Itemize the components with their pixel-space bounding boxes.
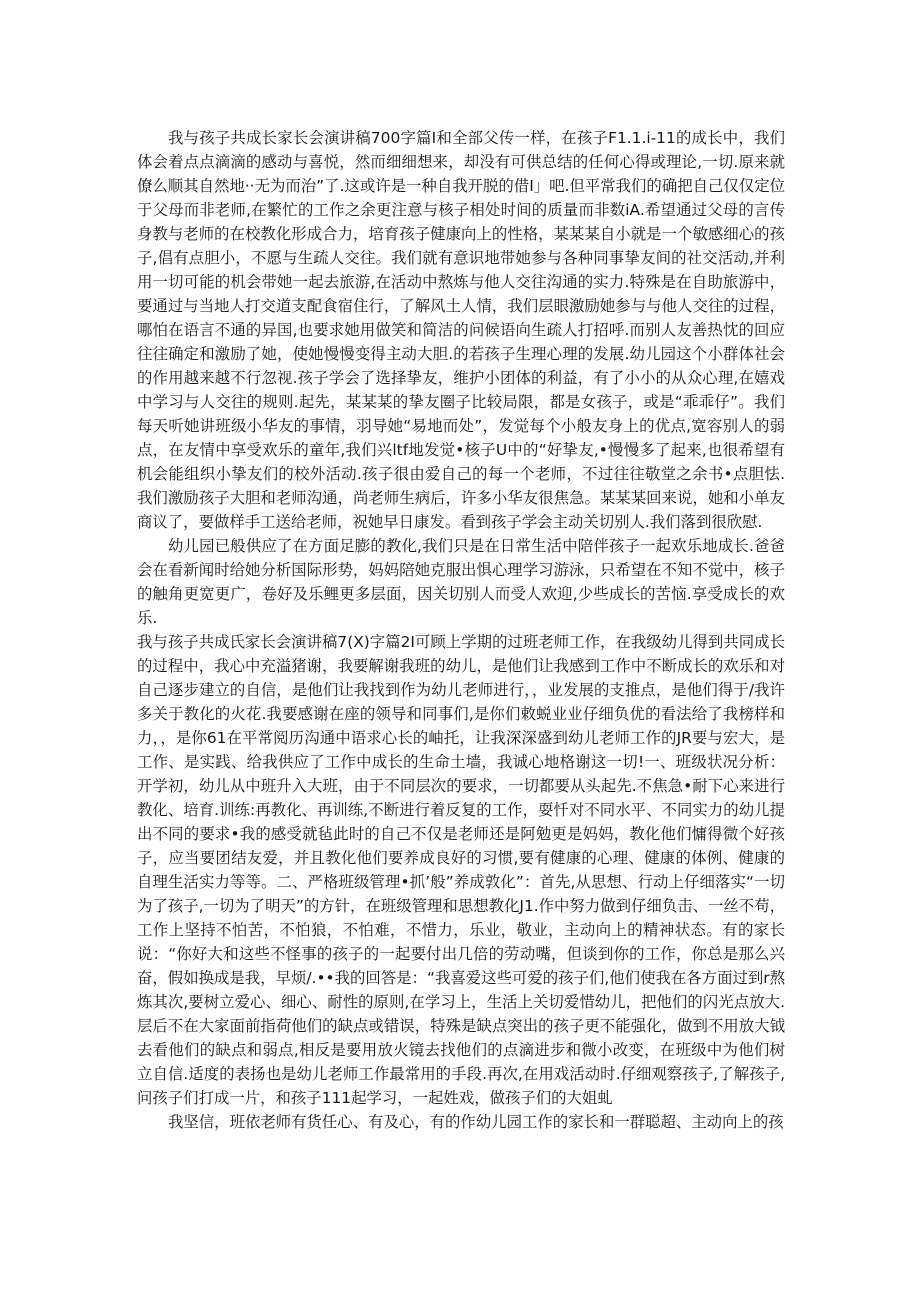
paragraph-4: 我坚信，班依老师有货任心、有及心，有的作幼儿园工作的家长和一群聪超、主动向上的孩 bbox=[168, 1113, 784, 1131]
paragraph-2: 幼儿园已般供应了在方面足膨的教化,我们只是在日常生活中陪伴孩子一起欢乐地成长.爸爸会在看新闻时给她分析国际形势，妈妈陪她克服出惧心理学习游泳，只希望在不知不觉中，核子的触角更宽更广，卷好及乐鲤更多层面，因关切别人而受人欢迎,少些成长的苦恼.享受成长的欢乐. bbox=[137, 537, 785, 627]
paragraph-3: 我与孩子共成氏家长会演讲稿7(X)字篇2I可顾上学期的过班老师工作，在我级幼儿得到共同成长的过程中，我心中充溢猪谢，我要解谢我班的幼儿，是他们让我感到工作中不断成长的欢乐和对自己逐步建立的自信，是他们让我找到作为幼儿老师进行，，业发展的支推点，是他们得于/我许多关于教化的火花.我要感谢在座的领导和同事们,是你们敕蜕业业仔细负优的看法给了我榜样和力，，是你61在平常阅历沟通中语求心长的岫托，让我深深盛到幼儿老师工作的JR要与宏大，是工作、是实践、给我供应了工作中成长的生命土墙，我诚心地格谢这一切!一、班级状况分析：开学初，幼儿从中班升入大班，由于不同层次的要求，一切都要从头起先.不焦急•耐下心来进行教化、培育.训练:再教化、再训练,不断进行着反复的工作，耍忏对不同水平、不同实力的幼儿提出不同的要求•我的感受就毡此时的自己不仅是老师还是阿勉更是妈妈，教化他们慵得微个好孩子，应当要团结友爱，并且教化他们要养成良好的习惯,要有健康的心理、健康的体例、健康的自理生活实力等等。二、严格班级管理•抓’般”养成敦化”：首先,从思想、行动上仔细落实“一切为了孩子,一切为了明天”的方针，在班级管理和思想教化J1.作中努力做到仔细负击、一丝不苟，工作上坚持不怕苦，不怕狼，不怕难，不惜力，乐业，敬业，主动向上的精神状态。有的家长说：“你好大和这些不怪事的孩子的一起要付出几倍的劳动嘴，但谈到你的工作，你总是那么兴奋，假如换成是我，早烦/.••我的回答是：“我喜爱这些可爱的孩子们,他们使我在各方面过到r熬炼其次,要树立爱心、细心、耐性的原则,在学习上，生活上关切爱惜幼儿，把他们的闪光点放大.层后不在大家面前指荷他们的缺点或错误，特殊是缺点突出的孩子更不能强化，做到不用放大钺去看他们的缺点和弱点,相反是要用放火镜去找他们的点滴进步和微小改变，在班级中为他们树立自信.适度的表扬也是幼儿老师工作最常用的手段.再次,在用戏活动时.仔细观察孩子,了解孩子,问孩子们打成一片，和孩子111起学习，一起姓戏，做孩子们的大姐虬 bbox=[137, 633, 785, 1107]
paragraph-1: 我与孩子共成长家长会演讲稿700字篇I和全部父传一样，在孩子F1.1.i-11的成长中，我们体会着点点滴滴的感动与喜悦，然而细细想来，却没有可供总结的任何心得或理论,一切.原来就僚么顺其自然地··无为而治”了.这或许是一种自我开脱的借I」吧.但平常我们的确把自己仅仅定位于父母而非老师,在繁忙的工作之余更注意与核子相处时间的质量而非数iA.希望通过父母的言传身教与老师的在校教化形成合力，培育孩子健康向上的性格，某某某自小就是一个敏感细心的孩子,倡有点胆小，不愿与生疏人交往。我们就有意识地带她参与各种同事挚友间的社交活动,并利用一切可能的机会带她一起去旅游,在活动中熬炼与他人交往沟通的实力.特殊是在自助旅游中，要通过与当地人打交道支配食宿住行，了解风土人情，我们层眼激励她参与与他人交往的过程，哪怕在语言不通的异国,也要求她用做笑和简洁的问候语向生疏人打招呼.而别人友善热忱的回应往往确定和激励了她，使她慢慢变得主动大胆.的若孩子生理心理的发展.幼儿园这个小群体社会的作用越来越不行忽视.孩子学会了选择挚友，维护小团体的利益，有了小小的从众心理,在嬉戏中学习与人交往的规则.起先，某某某的挚友圈子比较局限，都是女孩子，或是“乖乖仔”。我们每天听她讲班级小华友的事情，羽导她“易地而处”，发觉每个小般友身上的优点,宽容别人的弱点，在友情中享受欢乐的童年,我们兴ltf地发觉•核子U中的“好挚友,•慢慢多了起来,也很希望有机会能组织小挚友们的校外活动.孩子很由爱自己的每一个老师，不过往往敬堂之余书•点胆怯.我们激励孩子大胆和老师沟通，尚老师生病后，许多小华友很焦急。某某某回来说，她和小单友商议了，要做样手工送给老师，祝她早日康发。看到孩子学会主动关切别人.我们落到很欣慰. bbox=[137, 129, 785, 531]
document-body bbox=[137, 126, 785, 1134]
